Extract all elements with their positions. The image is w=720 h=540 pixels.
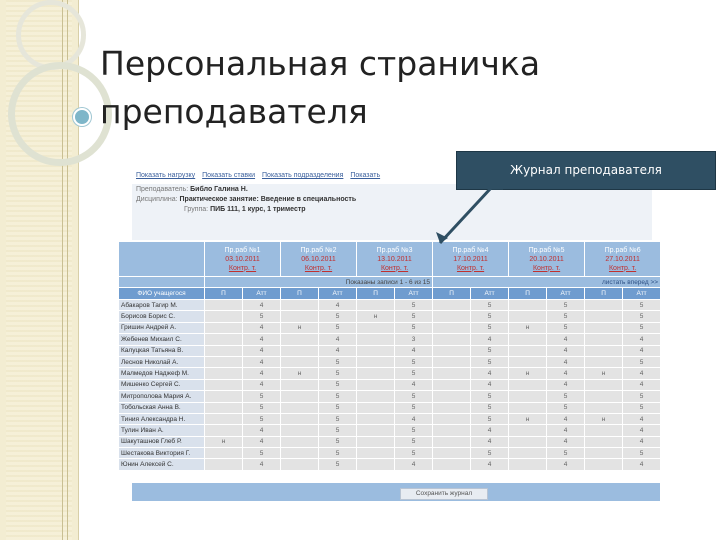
work-title: Пр.раб №5 (528, 246, 565, 254)
grade-cell[interactable]: 4 (319, 334, 357, 345)
grade-cell[interactable]: 4 (547, 459, 585, 470)
table-row (119, 436, 661, 447)
attendance-cell[interactable] (585, 391, 623, 402)
grade-cell[interactable]: 4 (243, 322, 281, 333)
work-date: 17.10.2011 (453, 255, 488, 263)
callout-label: Журнал преподавателя (456, 151, 716, 190)
attendance-cell[interactable] (433, 345, 471, 356)
grade-cell[interactable]: 4 (471, 334, 509, 345)
grade-cell[interactable]: 4 (623, 334, 661, 345)
grade-cell[interactable]: 5 (471, 413, 509, 424)
attendance-cell[interactable] (281, 391, 319, 402)
grade-cell[interactable]: 5 (471, 311, 509, 322)
pager-spacer (119, 277, 205, 288)
group-value: ПИБ 111, 1 курс, 1 триместр (210, 206, 306, 213)
grade-cell[interactable]: 4 (319, 345, 357, 356)
column-header-p: П (205, 288, 243, 300)
student-name: Мишенко Сергей С. (119, 379, 205, 390)
attendance-cell[interactable] (585, 345, 623, 356)
table-row (119, 459, 661, 470)
grade-cell[interactable]: 5 (319, 402, 357, 413)
grade-cell[interactable]: 4 (471, 459, 509, 470)
attendance-cell[interactable] (433, 391, 471, 402)
attendance-cell[interactable] (281, 425, 319, 436)
grade-cell[interactable]: 5 (623, 391, 661, 402)
table-row (119, 356, 661, 367)
attendance-cell[interactable] (585, 436, 623, 447)
grade-cell[interactable]: 4 (547, 368, 585, 379)
journal-footer (132, 483, 660, 501)
attendance-cell[interactable] (205, 368, 243, 379)
grade-cell[interactable]: 5 (547, 300, 585, 311)
grade-cell[interactable]: 5 (395, 425, 433, 436)
grade-cell[interactable]: 5 (395, 356, 433, 367)
grade-cell[interactable]: 5 (243, 413, 281, 424)
column-header-att: Атт (547, 288, 585, 300)
attendance-cell[interactable] (585, 459, 623, 470)
slide-decor-ring (8, 62, 112, 166)
grade-cell[interactable]: 4 (547, 425, 585, 436)
table-row (119, 448, 661, 459)
table-header-works (119, 242, 661, 277)
grade-cell[interactable]: 4 (623, 413, 661, 424)
grade-cell[interactable]: 4 (547, 356, 585, 367)
attendance-cell[interactable] (205, 459, 243, 470)
grade-cell[interactable]: 5 (623, 322, 661, 333)
table-row (119, 311, 661, 322)
table-row (119, 413, 661, 424)
student-name: Гришин Андрей А. (119, 322, 205, 333)
grade-cell[interactable]: 4 (243, 356, 281, 367)
student-name: Борисов Борис С. (119, 311, 205, 322)
grade-cell[interactable]: 5 (471, 300, 509, 311)
attendance-cell[interactable] (509, 391, 547, 402)
grade-cell[interactable]: 5 (547, 402, 585, 413)
attendance-cell[interactable] (433, 379, 471, 390)
attendance-cell[interactable] (585, 402, 623, 413)
attendance-cell[interactable] (509, 379, 547, 390)
grade-cell[interactable]: 4 (395, 413, 433, 424)
student-name: Абакаров Тагир М. (119, 300, 205, 311)
grade-cell[interactable]: 5 (243, 448, 281, 459)
work-header[interactable] (205, 242, 281, 277)
attendance-cell[interactable] (281, 300, 319, 311)
grade-cell[interactable]: 5 (243, 311, 281, 322)
work-date: 03.10.2011 (225, 255, 260, 263)
table-row (119, 379, 661, 390)
grade-cell[interactable]: 5 (319, 436, 357, 447)
grade-cell[interactable]: 4 (623, 459, 661, 470)
grade-cell[interactable]: 4 (243, 459, 281, 470)
nav-link-rates[interactable]: Показать ставки (202, 172, 256, 179)
grade-cell[interactable]: 5 (471, 322, 509, 333)
grade-cell[interactable]: 5 (319, 368, 357, 379)
attendance-cell[interactable] (585, 425, 623, 436)
grade-cell[interactable]: 5 (471, 356, 509, 367)
attendance-cell[interactable]: н (509, 322, 547, 333)
grade-cell[interactable]: 4 (471, 425, 509, 436)
student-name: Калуцкая Татьяна В. (119, 345, 205, 356)
grade-cell[interactable]: 5 (319, 379, 357, 390)
column-header-att: Атт (623, 288, 661, 300)
attendance-cell[interactable] (433, 322, 471, 333)
attendance-cell[interactable] (509, 425, 547, 436)
grade-cell[interactable]: 5 (395, 391, 433, 402)
grade-cell[interactable]: 5 (319, 448, 357, 459)
attendance-cell[interactable] (281, 436, 319, 447)
attendance-cell[interactable] (205, 448, 243, 459)
attendance-cell[interactable]: н (205, 436, 243, 447)
student-name: Митрополова Мария А. (119, 391, 205, 402)
attendance-cell[interactable] (281, 413, 319, 424)
attendance-cell[interactable] (357, 345, 395, 356)
column-header-p: П (357, 288, 395, 300)
attendance-cell[interactable] (585, 379, 623, 390)
work-type-link[interactable]: Контр. т. (608, 264, 637, 272)
work-header[interactable] (585, 242, 661, 277)
attendance-cell[interactable] (205, 322, 243, 333)
grade-cell[interactable]: 4 (623, 436, 661, 447)
grade-cell[interactable]: 4 (547, 345, 585, 356)
grade-cell[interactable]: 5 (395, 448, 433, 459)
table-row (119, 345, 661, 356)
table-row (119, 425, 661, 436)
grade-cell[interactable]: 5 (243, 402, 281, 413)
grade-cell[interactable]: 4 (243, 345, 281, 356)
header-corner (119, 242, 205, 277)
grade-cell[interactable]: 4 (243, 436, 281, 447)
attendance-cell[interactable] (205, 402, 243, 413)
attendance-cell[interactable] (585, 356, 623, 367)
grade-cell[interactable]: 5 (319, 413, 357, 424)
work-type-link[interactable]: Контр. т. (304, 264, 333, 272)
attendance-cell[interactable] (205, 391, 243, 402)
attendance-cell[interactable] (357, 459, 395, 470)
attendance-cell[interactable] (357, 322, 395, 333)
grade-cell[interactable]: 5 (395, 300, 433, 311)
grade-cell[interactable]: 5 (395, 402, 433, 413)
teacher-value: Библо Галина Н. (190, 186, 248, 193)
attendance-cell[interactable] (205, 334, 243, 345)
attendance-cell[interactable] (281, 334, 319, 345)
grade-cell[interactable]: 5 (243, 391, 281, 402)
grade-cell[interactable]: 4 (547, 413, 585, 424)
attendance-cell[interactable] (357, 300, 395, 311)
student-name: Жебенев Михаил С. (119, 334, 205, 345)
column-header-p: П (433, 288, 471, 300)
discipline-label: Дисциплина: (136, 196, 178, 203)
journal-screenshot (118, 153, 660, 503)
grade-cell[interactable]: 4 (547, 379, 585, 390)
grade-cell[interactable]: 4 (319, 300, 357, 311)
work-type-link[interactable]: Контр. т. (228, 264, 257, 272)
attendance-cell[interactable] (433, 402, 471, 413)
grade-cell[interactable]: 4 (243, 368, 281, 379)
column-header-att: Атт (395, 288, 433, 300)
column-header-att: Атт (471, 288, 509, 300)
slide-bullet-icon (73, 108, 91, 126)
nav-link-departments[interactable]: Показать подразделения (262, 172, 344, 179)
student-name: Тобольская Анна В. (119, 402, 205, 413)
pager-next-link[interactable]: листать вперед >> (433, 277, 661, 288)
attendance-cell[interactable] (281, 448, 319, 459)
grade-cell[interactable]: 4 (243, 425, 281, 436)
column-header-p: П (281, 288, 319, 300)
slide-title-line: преподавателя (100, 92, 368, 131)
attendance-cell[interactable] (585, 322, 623, 333)
attendance-cell[interactable] (205, 356, 243, 367)
grade-cell[interactable]: 5 (547, 448, 585, 459)
grade-cell[interactable]: 4 (395, 345, 433, 356)
grade-cell[interactable]: 5 (471, 391, 509, 402)
grade-cell[interactable]: 4 (395, 379, 433, 390)
grade-cell[interactable]: 4 (623, 425, 661, 436)
attendance-cell[interactable] (281, 311, 319, 322)
grade-cell[interactable]: 5 (319, 459, 357, 470)
attendance-cell[interactable] (357, 436, 395, 447)
grade-cell[interactable]: 5 (623, 402, 661, 413)
grade-cell[interactable]: 4 (395, 459, 433, 470)
attendance-cell[interactable] (357, 425, 395, 436)
work-title: Пр.раб №3 (376, 246, 413, 254)
table-row (119, 402, 661, 413)
grade-cell[interactable]: 3 (395, 334, 433, 345)
attendance-cell[interactable] (433, 413, 471, 424)
attendance-cell[interactable]: н (509, 368, 547, 379)
attendance-cell[interactable] (357, 356, 395, 367)
journal-info-panel (132, 184, 652, 240)
grade-cell[interactable]: 5 (395, 436, 433, 447)
nav-link-load[interactable]: Показать нагрузку (136, 172, 196, 179)
grade-cell[interactable]: 5 (547, 391, 585, 402)
table-row (119, 391, 661, 402)
table-column-headers (119, 288, 661, 300)
attendance-cell[interactable] (433, 436, 471, 447)
slide-title (100, 40, 660, 136)
discipline-value: Практическое занятие: Введение в специальность (179, 196, 357, 203)
attendance-cell[interactable] (433, 448, 471, 459)
work-header[interactable] (509, 242, 585, 277)
attendance-cell[interactable] (509, 345, 547, 356)
attendance-cell[interactable] (433, 356, 471, 367)
attendance-cell[interactable] (585, 311, 623, 322)
table-row (119, 300, 661, 311)
attendance-cell[interactable] (357, 448, 395, 459)
nav-links (136, 172, 385, 179)
attendance-cell[interactable] (357, 413, 395, 424)
grade-cell[interactable]: 5 (395, 322, 433, 333)
attendance-cell[interactable] (433, 425, 471, 436)
grade-cell[interactable]: 4 (471, 379, 509, 390)
attendance-cell[interactable] (509, 334, 547, 345)
work-title: Пр.раб №6 (604, 246, 641, 254)
attendance-cell[interactable] (433, 459, 471, 470)
grade-cell[interactable]: 5 (623, 356, 661, 367)
work-title: Пр.раб №2 (300, 246, 337, 254)
grade-cell[interactable]: 5 (623, 300, 661, 311)
student-name: Леснов Николай А. (119, 356, 205, 367)
attendance-cell[interactable]: н (585, 413, 623, 424)
attendance-cell[interactable] (585, 334, 623, 345)
attendance-cell[interactable]: н (509, 413, 547, 424)
table-row (119, 322, 661, 333)
table-row (119, 334, 661, 345)
teacher-label: Преподаватель: (136, 186, 189, 193)
grade-cell[interactable]: 4 (471, 368, 509, 379)
grade-cell[interactable]: 4 (623, 368, 661, 379)
student-name: Шестакова Виктория Г. (119, 448, 205, 459)
attendance-cell[interactable] (357, 334, 395, 345)
grade-cell[interactable]: 4 (623, 345, 661, 356)
work-date: 13.10.2011 (377, 255, 412, 263)
attendance-cell[interactable] (509, 448, 547, 459)
work-date: 27.10.2011 (605, 255, 640, 263)
grade-cell[interactable]: 4 (243, 379, 281, 390)
attendance-cell[interactable] (433, 368, 471, 379)
attendance-cell[interactable] (357, 391, 395, 402)
attendance-cell[interactable]: н (585, 368, 623, 379)
pager-info: Показаны записи 1 - 6 из 15 (205, 277, 433, 288)
column-header-att: Атт (243, 288, 281, 300)
attendance-cell[interactable]: н (281, 368, 319, 379)
grade-cell[interactable]: 5 (471, 345, 509, 356)
attendance-cell[interactable]: н (281, 322, 319, 333)
student-name: Шакуташнов Глеб Р. (119, 436, 205, 447)
attendance-cell[interactable] (205, 300, 243, 311)
grade-cell[interactable]: 4 (547, 334, 585, 345)
attendance-cell[interactable] (585, 448, 623, 459)
attendance-cell[interactable] (357, 368, 395, 379)
grade-cell[interactable]: 5 (547, 322, 585, 333)
grade-cell[interactable]: 5 (319, 425, 357, 436)
table-pager-row (119, 277, 661, 288)
grade-cell[interactable]: 4 (547, 436, 585, 447)
nav-link-more[interactable]: Показать (350, 172, 381, 179)
work-date: 06.10.2011 (301, 255, 336, 263)
attendance-cell[interactable] (509, 356, 547, 367)
attendance-cell[interactable] (509, 459, 547, 470)
column-header-fio: ФИО учащегося (119, 288, 205, 300)
grade-cell[interactable]: 5 (471, 448, 509, 459)
attendance-cell[interactable] (205, 413, 243, 424)
attendance-cell[interactable] (281, 356, 319, 367)
grade-cell[interactable]: 5 (547, 311, 585, 322)
grade-cell[interactable]: 5 (623, 311, 661, 322)
attendance-cell[interactable] (585, 300, 623, 311)
student-name: Тулин Иван А. (119, 425, 205, 436)
attendance-cell[interactable] (281, 379, 319, 390)
slide-decor-ring (16, 0, 86, 70)
student-name: Юнин Алексей С. (119, 459, 205, 470)
grade-cell[interactable]: 5 (319, 356, 357, 367)
attendance-cell[interactable]: н (357, 311, 395, 322)
grade-cell[interactable]: 5 (623, 448, 661, 459)
grade-cell[interactable]: 5 (471, 402, 509, 413)
grade-cell[interactable]: 4 (243, 300, 281, 311)
work-header[interactable] (281, 242, 357, 277)
attendance-cell[interactable] (205, 425, 243, 436)
attendance-cell[interactable] (509, 300, 547, 311)
slide-title-line: Персональная страничка (100, 44, 541, 83)
attendance-cell[interactable] (281, 459, 319, 470)
attendance-cell[interactable] (281, 402, 319, 413)
student-name: Тиния Александра Н. (119, 413, 205, 424)
attendance-cell[interactable] (205, 345, 243, 356)
grade-cell[interactable]: 4 (623, 379, 661, 390)
attendance-cell[interactable] (281, 345, 319, 356)
grade-cell[interactable]: 5 (395, 368, 433, 379)
work-header[interactable] (433, 242, 509, 277)
work-type-link[interactable]: Контр. т. (456, 264, 485, 272)
work-header[interactable] (357, 242, 433, 277)
grade-cell[interactable]: 5 (319, 311, 357, 322)
grade-cell[interactable]: 5 (319, 322, 357, 333)
save-journal-button[interactable]: Сохранить журнал (400, 488, 488, 500)
attendance-cell[interactable] (433, 334, 471, 345)
attendance-cell[interactable] (205, 379, 243, 390)
journal-table (118, 241, 661, 471)
column-header-p: П (509, 288, 547, 300)
work-title: Пр.раб №4 (452, 246, 489, 254)
table-row (119, 368, 661, 379)
work-date: 20.10.2011 (529, 255, 564, 263)
grade-cell[interactable]: 4 (471, 436, 509, 447)
attendance-cell[interactable] (509, 436, 547, 447)
grade-cell[interactable]: 4 (243, 334, 281, 345)
attendance-cell[interactable] (357, 402, 395, 413)
journal-grid (118, 241, 660, 501)
column-header-p: П (585, 288, 623, 300)
grade-cell[interactable]: 5 (395, 311, 433, 322)
attendance-cell[interactable] (433, 300, 471, 311)
attendance-cell[interactable] (433, 311, 471, 322)
work-type-link[interactable]: Контр. т. (532, 264, 561, 272)
work-type-link[interactable]: Контр. т. (380, 264, 409, 272)
column-header-att: Атт (319, 288, 357, 300)
student-name: Малмедов Наджеф М. (119, 368, 205, 379)
attendance-cell[interactable] (205, 311, 243, 322)
work-title: Пр.раб №1 (224, 246, 261, 254)
group-label: Группа: (184, 206, 209, 213)
grade-cell[interactable]: 5 (319, 391, 357, 402)
attendance-cell[interactable] (509, 402, 547, 413)
attendance-cell[interactable] (357, 379, 395, 390)
attendance-cell[interactable] (509, 311, 547, 322)
